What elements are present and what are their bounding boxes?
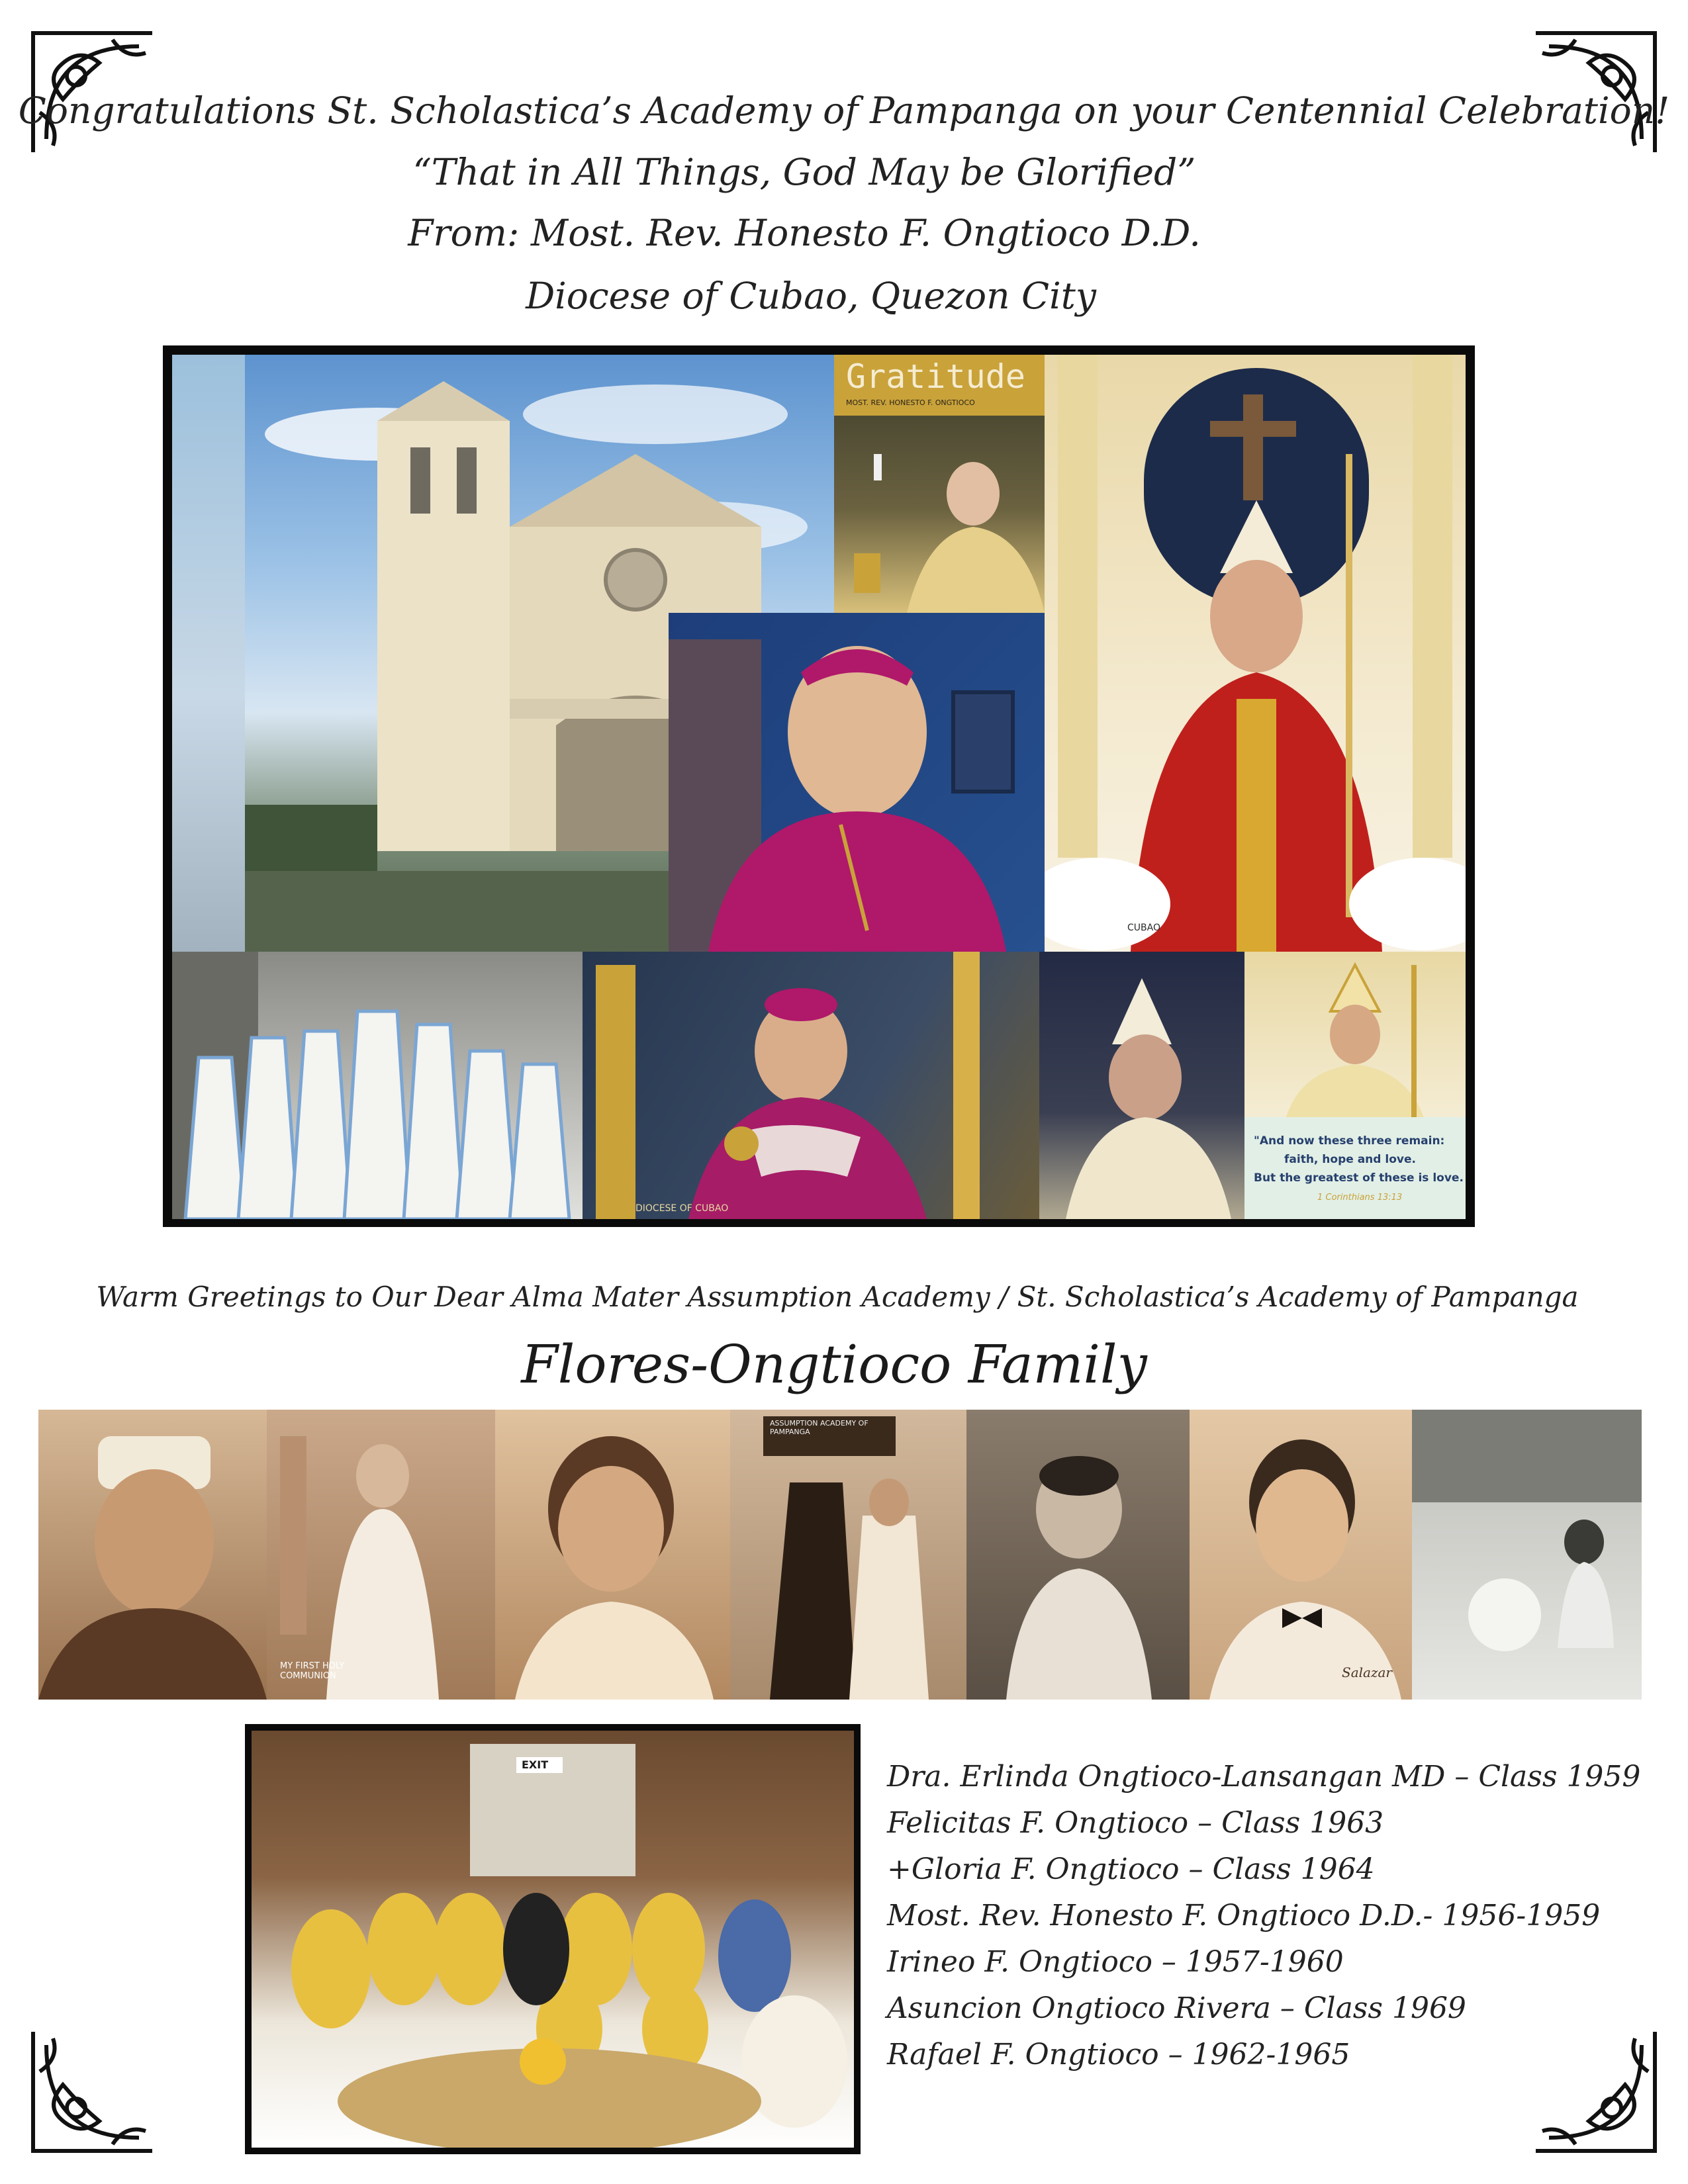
vintage-photo-academy <box>730 1410 966 1700</box>
collage-photo-bishop-red <box>1045 355 1466 952</box>
header-from: From: Most. Rev. Honesto F. Ongtioco D.D. <box>408 212 1201 254</box>
quote-line-1: "And now these three remain: <box>1254 1134 1445 1148</box>
header-motto: “That in All Things, God May be Glorified” <box>412 151 1196 193</box>
vintage-photo-bowtie <box>1190 1410 1412 1700</box>
exit-sign: EXIT <box>522 1758 549 1771</box>
collage-photo-bishops-group <box>172 952 583 1219</box>
vintage-photo-dog <box>1412 1410 1642 1700</box>
member-line: Most. Rev. Honesto F. Ongtioco D.D.- 1956-1959 <box>887 1899 1601 1933</box>
quote-line-2: faith, hope and love. <box>1284 1153 1416 1166</box>
member-line: Asuncion Ongtioco Rivera – Class 1969 <box>887 1991 1466 2025</box>
vintage-photo-1 <box>38 1410 267 1700</box>
gratitude-subtitle: MOST. REV. HONESTO F. ONGTIOCO <box>846 398 975 407</box>
collage-photo-bishop-mitre <box>1039 952 1244 1219</box>
member-line: Felicitas F. Ongtioco – Class 1963 <box>887 1806 1384 1840</box>
alma-mater-greeting: Warm Greetings to Our Dear Alma Mater Assumption Academy / St. Scholastica’s Academy of Pampanga <box>96 1281 1579 1313</box>
quote-line-3: But the greatest of these is love. <box>1254 1171 1464 1185</box>
academy-caption: ASSUMPTION ACADEMY OF PAMPANGA <box>770 1419 868 1436</box>
diocese-watermark: DIOCESE OF CUBAO <box>635 1203 729 1214</box>
member-line: Irineo F. Ongtioco – 1957-1960 <box>887 1945 1344 1979</box>
vintage-photo-communion <box>267 1410 495 1700</box>
photo-collage <box>163 345 1475 1227</box>
header-line-1: Congratulations St. Scholastica’s Academy of Pampanga on your Centennial Celebration! <box>18 89 1670 132</box>
vintage-photo-boy <box>966 1410 1190 1700</box>
studio-signature: Salazar <box>1342 1664 1392 1680</box>
member-line: +Gloria F. Ongtioco – Class 1964 <box>887 1852 1375 1886</box>
family-title: Flores-Ongtioco Family <box>521 1334 1147 1395</box>
member-line: Dra. Erlinda Ongtioco-Lansangan MD – Class 1959 <box>887 1760 1641 1794</box>
collage-photo-love-quote <box>1244 952 1466 1219</box>
family-members-list <box>887 1754 1675 2078</box>
reunion-photo <box>245 1724 861 2154</box>
collage-photo-bishop-portrait <box>669 613 1045 952</box>
cubao-watermark: CUBAO <box>1127 923 1160 933</box>
member-line: Rafael F. Ongtioco – 1962-1965 <box>887 2038 1350 2071</box>
collage-photo-gratitude <box>834 355 1045 613</box>
communion-caption: MY FIRST HOLY COMMUNION <box>280 1661 345 1681</box>
collage-photo-bishop-praying <box>583 952 1039 1219</box>
quote-reference: 1 Corinthians 13:13 <box>1317 1193 1403 1203</box>
ornamental-corner-icon <box>26 2025 159 2158</box>
header-diocese: Diocese of Cubao, Quezon City <box>526 275 1096 317</box>
vintage-photo-3 <box>495 1410 730 1700</box>
gratitude-title: Gratitude <box>846 357 1025 396</box>
